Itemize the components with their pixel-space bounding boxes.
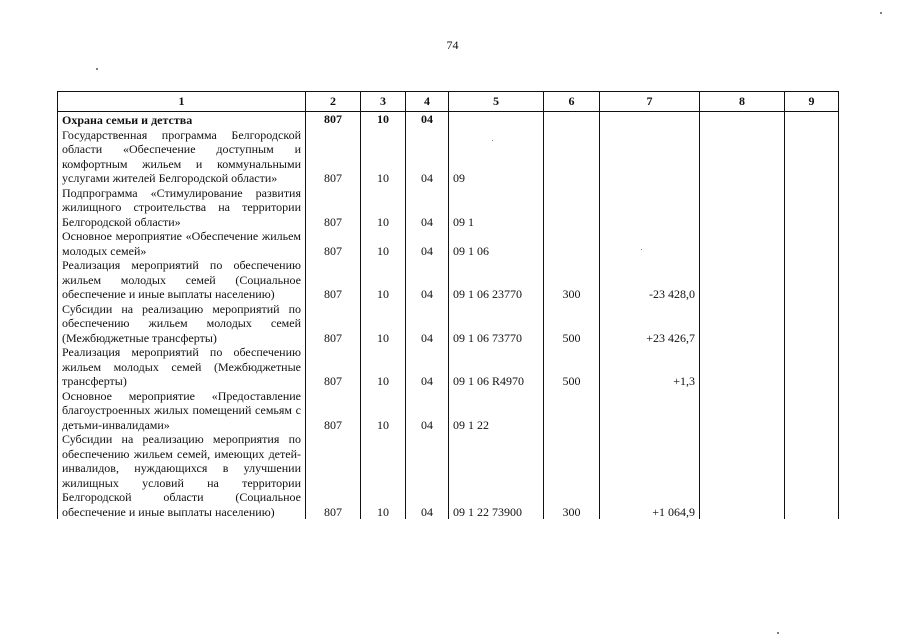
cell-admin-code: 807 <box>306 258 361 302</box>
cell-amount <box>600 128 700 186</box>
cell-expense-type: 300 <box>544 432 600 519</box>
cell-target-article: 09 1 06 23770 <box>449 258 544 302</box>
budget-table <box>57 91 839 519</box>
cell-admin-code: 807 <box>306 229 361 258</box>
cell-subsection: 04 <box>406 186 449 230</box>
cell-admin-code: 807 <box>306 302 361 346</box>
cell-col9 <box>785 229 839 258</box>
cell-section: 10 <box>361 229 406 258</box>
cell-subsection: 04 <box>406 128 449 186</box>
header-cell: 4 <box>406 92 449 112</box>
cell-subsection: 04 <box>406 389 449 433</box>
header-cell: 8 <box>700 92 785 112</box>
cell-admin-code: 807 <box>306 112 361 128</box>
scan-speck <box>777 632 779 634</box>
cell-target-article: 09 1 22 <box>449 389 544 433</box>
cell-section: 10 <box>361 128 406 186</box>
cell-expense-type: 500 <box>544 302 600 346</box>
row-name: Государственная программа Белгородской области «Обеспечение доступным и комфортным жильем и коммунальными услугами жителей Белгородской области» <box>58 128 306 186</box>
cell-section: 10 <box>361 302 406 346</box>
cell-admin-code: 807 <box>306 128 361 186</box>
cell-admin-code: 807 <box>306 345 361 389</box>
cell-expense-type: 500 <box>544 345 600 389</box>
cell-col9 <box>785 258 839 302</box>
cell-col8 <box>700 128 785 186</box>
row-name: Субсидии на реализацию мероприятия по обеспечению жильем семей, имеющих детей-инвалидов, нуждающихся в улучшении жилищных условий на территории Белгородской области (Социальное обеспечение и иные выплаты населению) <box>58 432 306 519</box>
cell-col8 <box>700 258 785 302</box>
row-name: Охрана семьи и детства <box>58 112 306 128</box>
row-name: Основное мероприятие «Предоставление благоустроенных жилых помещений семьям с детьми-инвалидами» <box>58 389 306 433</box>
cell-col8 <box>700 112 785 128</box>
cell-col8 <box>700 432 785 519</box>
cell-expense-type <box>544 128 600 186</box>
cell-amount <box>600 112 700 128</box>
cell-target-article <box>449 112 544 128</box>
table-row <box>58 302 839 346</box>
row-name: Субсидии на реализацию мероприятий по обеспечению жильем молодых семей (Межбюджетные трансферты) <box>58 302 306 346</box>
cell-target-article: 09 1 06 73770 <box>449 302 544 346</box>
table-row <box>58 389 839 433</box>
cell-expense-type <box>544 229 600 258</box>
cell-target-article: 09 1 06 R4970 <box>449 345 544 389</box>
cell-col8 <box>700 302 785 346</box>
table-row <box>58 432 839 519</box>
table-row <box>58 229 839 258</box>
cell-section: 10 <box>361 186 406 230</box>
row-name: Реализация мероприятий по обеспечению жильем молодых семей (Социальное обеспечение и иные выплаты населению) <box>58 258 306 302</box>
cell-col8 <box>700 186 785 230</box>
cell-section: 10 <box>361 389 406 433</box>
header-cell: 3 <box>361 92 406 112</box>
cell-expense-type: 300 <box>544 258 600 302</box>
header-cell: 7 <box>600 92 700 112</box>
header-cell: 2 <box>306 92 361 112</box>
cell-amount: +1 064,9 <box>600 432 700 519</box>
scan-speck <box>880 12 882 14</box>
cell-section: 10 <box>361 432 406 519</box>
cell-admin-code: 807 <box>306 389 361 433</box>
header-cell: 5 <box>449 92 544 112</box>
table-row <box>58 258 839 302</box>
cell-amount <box>600 389 700 433</box>
cell-col9 <box>785 302 839 346</box>
cell-subsection: 04 <box>406 345 449 389</box>
header-cell: 9 <box>785 92 839 112</box>
table-row <box>58 345 839 389</box>
cell-col8 <box>700 389 785 433</box>
header-row <box>58 92 839 112</box>
cell-expense-type <box>544 389 600 433</box>
cell-admin-code: 807 <box>306 432 361 519</box>
cell-amount: +23 426,7 <box>600 302 700 346</box>
cell-subsection: 04 <box>406 258 449 302</box>
cell-expense-type <box>544 112 600 128</box>
cell-col9 <box>785 128 839 186</box>
cell-subsection: 04 <box>406 432 449 519</box>
cell-col9 <box>785 432 839 519</box>
cell-col9 <box>785 345 839 389</box>
header-cell: 1 <box>58 92 306 112</box>
row-name: Подпрограмма «Стимулирование развития жилищного строительства на территории Белгородской области» <box>58 186 306 230</box>
cell-section: 10 <box>361 345 406 389</box>
cell-target-article: 09 1 <box>449 186 544 230</box>
cell-amount <box>600 229 700 258</box>
cell-col9 <box>785 389 839 433</box>
cell-target-article: 09 <box>449 128 544 186</box>
cell-col9 <box>785 186 839 230</box>
cell-subsection: 04 <box>406 112 449 128</box>
cell-amount: -23 428,0 <box>600 258 700 302</box>
scan-speck <box>96 68 98 70</box>
cell-amount: +1,3 <box>600 345 700 389</box>
table-row <box>58 186 839 230</box>
cell-admin-code: 807 <box>306 186 361 230</box>
cell-section: 10 <box>361 258 406 302</box>
cell-section: 10 <box>361 112 406 128</box>
table-row-section <box>58 112 839 128</box>
cell-amount <box>600 186 700 230</box>
cell-col8 <box>700 345 785 389</box>
cell-col8 <box>700 229 785 258</box>
cell-target-article: 09 1 06 <box>449 229 544 258</box>
row-name: Реализация мероприятий по обеспечению жильем молодых семей (Межбюджетные трансферты) <box>58 345 306 389</box>
cell-expense-type <box>544 186 600 230</box>
cell-subsection: 04 <box>406 302 449 346</box>
header-cell: 6 <box>544 92 600 112</box>
table-row <box>58 128 839 186</box>
cell-subsection: 04 <box>406 229 449 258</box>
cell-col9 <box>785 112 839 128</box>
row-name: Основное мероприятие «Обеспечение жильем молодых семей» <box>58 229 306 258</box>
cell-target-article: 09 1 22 73900 <box>449 432 544 519</box>
page-number: 74 <box>446 38 459 52</box>
